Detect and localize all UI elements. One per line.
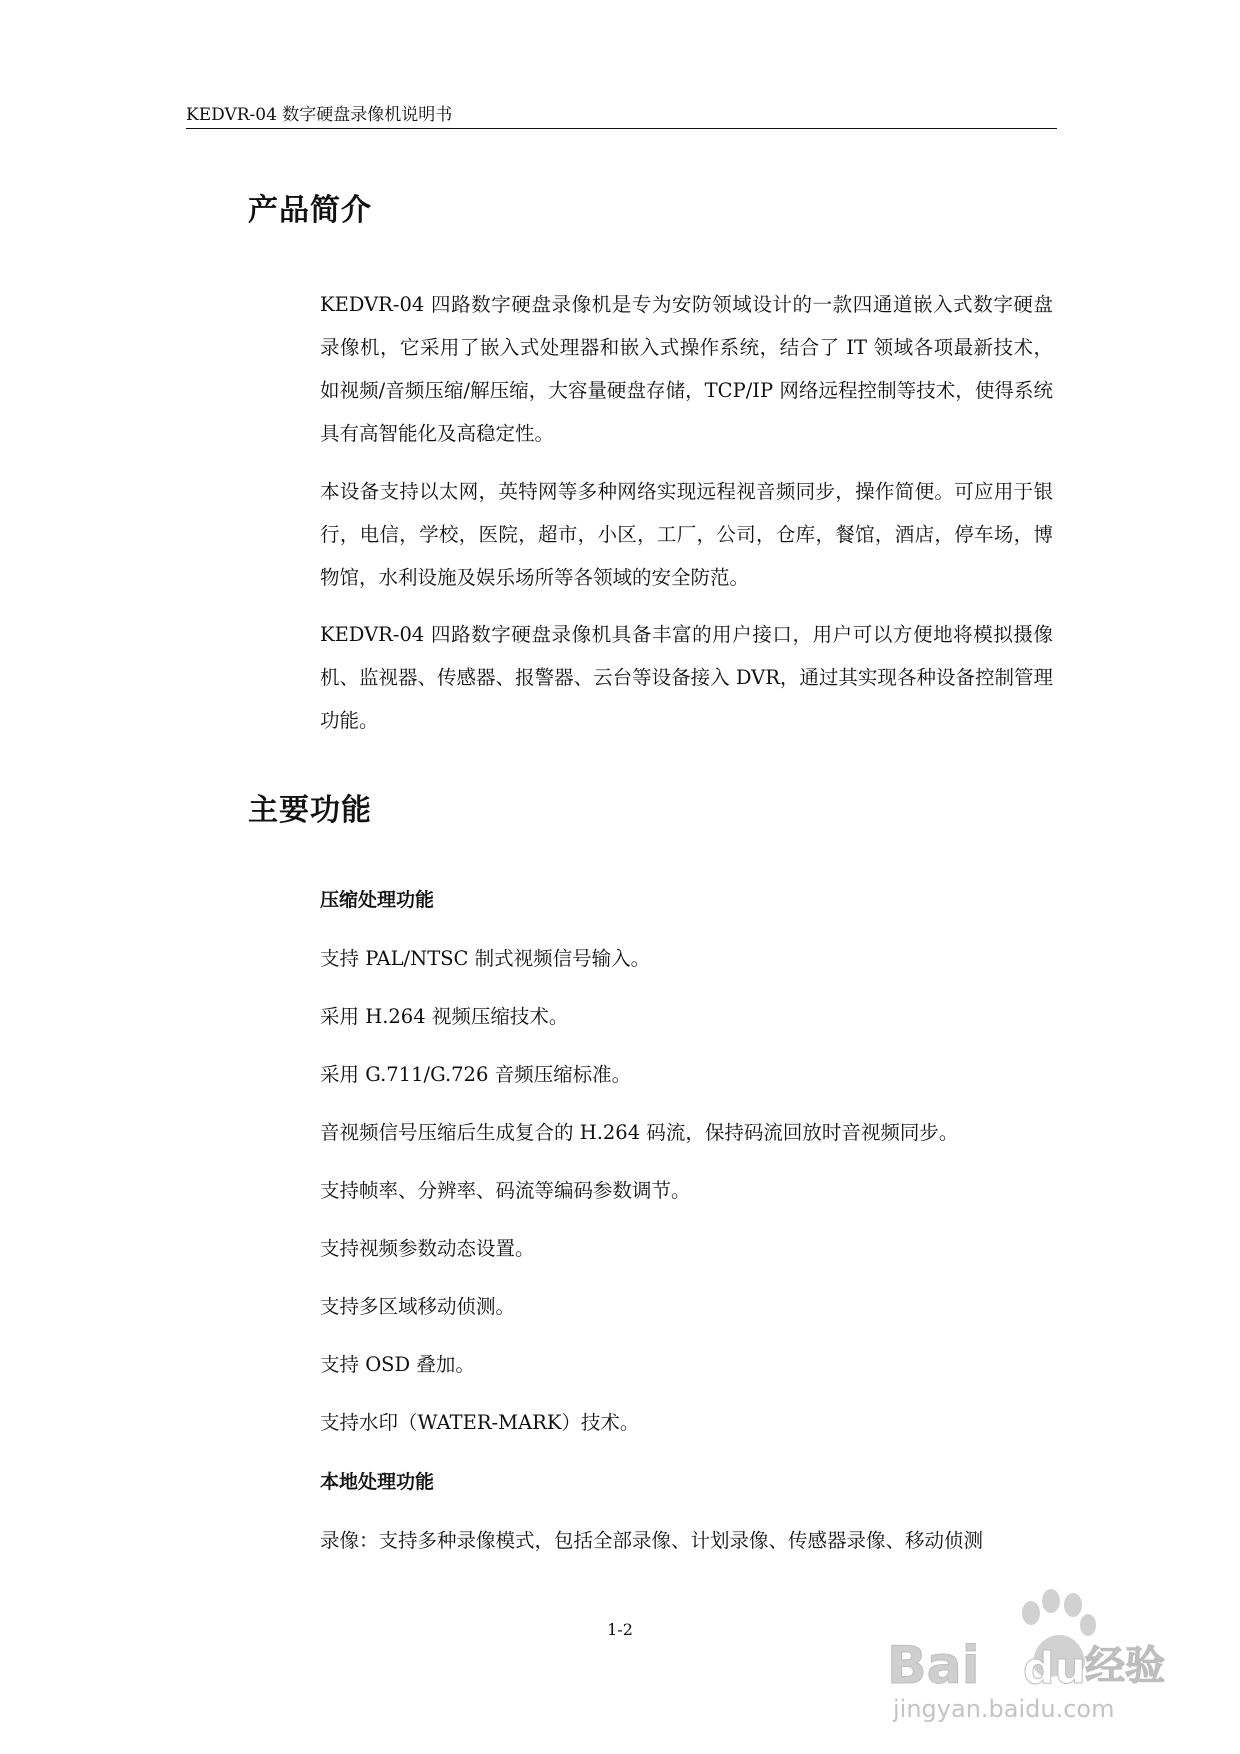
list-item: 支持帧率、分辨率、码流等编码参数调节。 [320, 1179, 691, 1202]
list-item: 支持水印（WATER-MARK）技术。 [320, 1411, 640, 1434]
intro-paragraph-1: KEDVR-04 四路数字硬盘录像机是专为安防领域设计的一款四通道嵌入式数字硬盘录像机，它采用了嵌入式处理器和嵌入式操作系统，结合了 IT 领域各项最新技术，如视频/音频压缩/解压缩，大容量硬盘存储，TCP/IP 网络远程控制等技术，使得系统具有高智能化及高稳定性。 [320, 293, 1053, 445]
intro-paragraph-2: 本设备支持以太网，英特网等多种网络实现远程视音频同步，操作简便。可应用于银行，电信，学校，医院，超市，小区，工厂，公司，仓库，餐馆，酒店，停车场，博物馆，水利设施及娱乐场所等各领域的安全防范。 [320, 480, 1053, 589]
intro-paragraph-3: KEDVR-04 四路数字硬盘录像机具备丰富的用户接口，用户可以方便地将模拟摄像机、监视器、传感器、报警器、云台等设备接入 DVR，通过其实现各种设备控制管理功能。 [320, 623, 1053, 732]
list-item: 支持多区域移动侦测。 [320, 1295, 516, 1318]
page-number: 1-2 [607, 1620, 633, 1639]
list-item: 采用 H.264 视频压缩技术。 [320, 1005, 569, 1028]
list-item: 音视频信号压缩后生成复合的 H.264 码流，保持码流回放时音视频同步。 [320, 1121, 959, 1144]
watermark-suffix: 经验 [1085, 1643, 1165, 1689]
header-rule [186, 128, 1057, 129]
section-title-intro: 产品简介 [248, 193, 372, 228]
list-item: 支持 PAL/NTSC 制式视频信号输入。 [320, 947, 651, 970]
section-title-functions: 主要功能 [248, 793, 372, 828]
baidu-jingyan-watermark [885, 1575, 1185, 1725]
subsection-title-local: 本地处理功能 [320, 1471, 435, 1493]
subsection-title-compression: 压缩处理功能 [320, 889, 435, 911]
list-item: 支持视频参数动态设置。 [320, 1237, 535, 1260]
list-item: 录像：支持多种录像模式，包括全部录像、计划录像、传感器录像、移动侦测 [320, 1529, 984, 1552]
watermark-brand-2: du [1023, 1643, 1086, 1694]
list-item: 采用 G.711/G.726 音频压缩标准。 [320, 1063, 632, 1086]
watermark-url: jingyan.baidu.com [893, 1695, 1115, 1723]
running-header: KEDVR-04 数字硬盘录像机说明书 [186, 105, 453, 125]
list-item: 支持 OSD 叠加。 [320, 1353, 475, 1376]
watermark-brand: Bai [887, 1636, 980, 1696]
